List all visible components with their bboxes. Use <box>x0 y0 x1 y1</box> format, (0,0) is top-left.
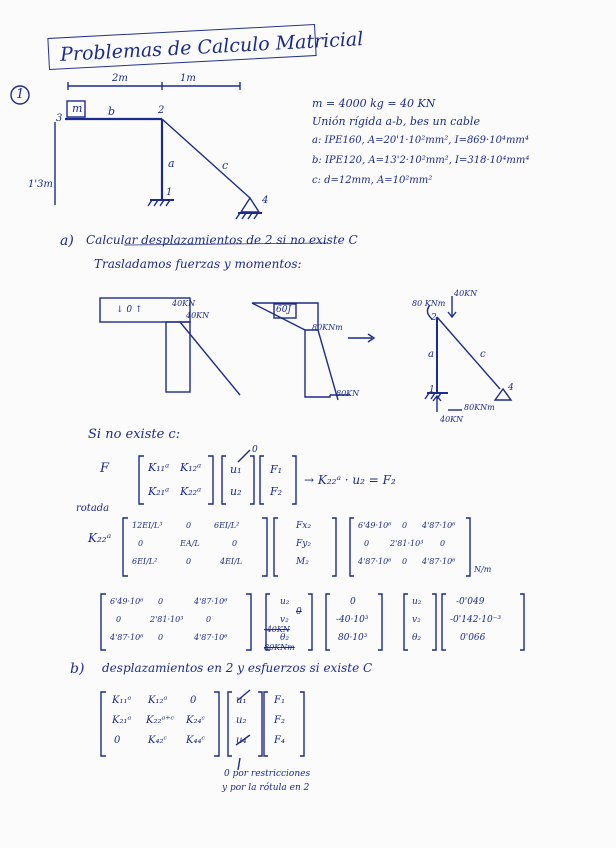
eq2-m-5: 0 <box>232 539 238 548</box>
dim-1m: 1m <box>180 73 196 84</box>
data-line-1: m = 4000 kg = 40 KN <box>312 97 436 110</box>
sketch-force-1: 40KN <box>172 299 196 308</box>
eq1-F1: F₁ <box>270 463 283 476</box>
eq4-m-7: K₄₂ᶜ <box>148 735 168 746</box>
eq3-m-7: 0 <box>158 633 164 642</box>
eq1-zero: 0 <box>252 445 258 455</box>
eq4-u-1: u₂ <box>236 715 247 726</box>
eq4-m-2: 0 <box>190 695 197 706</box>
eq2-vec-0: Fx₂ <box>296 521 311 531</box>
eq3-res-1: -0'142·10⁻³ <box>450 615 502 625</box>
part-a-label: a) <box>60 233 74 249</box>
eq4-m-8: K₄₄ᶜ <box>186 735 206 746</box>
bar-b-label: b <box>108 105 116 118</box>
eq4-m-4: K₂₂ᵃ⁺ᶜ <box>146 715 175 726</box>
eq1-k22: K₂₂ᵃ <box>180 485 202 498</box>
dim-height: 1'3m <box>28 179 53 190</box>
pin-support <box>241 198 259 212</box>
eq4-m-5: K₂₄ᶜ <box>186 715 206 726</box>
eq2-m-2: 6EI/L² <box>214 521 240 530</box>
eq3-F-0: 0 <box>350 597 356 607</box>
part-b-label: b) <box>70 661 85 677</box>
eq3-u-0: u₂ <box>280 597 290 607</box>
sketch3-node-4: 4 <box>508 383 514 393</box>
sketch-box-60: 60J <box>276 305 292 315</box>
eq2-r-7: 0 <box>402 557 408 566</box>
sketch3-bar-c-label: c <box>480 349 486 360</box>
data-line-2: Unión rígida a-b, bes un cable <box>312 115 480 128</box>
eq4-m-3: K₂₁ᵃ <box>112 715 132 726</box>
eq2-r-5: 0 <box>440 539 446 548</box>
eq4-F-0: F₁ <box>274 695 285 706</box>
sketch-reaction-2: 80KNm <box>464 403 495 412</box>
bar-a-label: a <box>168 157 175 170</box>
eq2-m-1: 0 <box>186 521 192 530</box>
si-no-existe-c: Si no existe c: <box>88 427 181 442</box>
eq2-r-6: 4'87·10⁶ <box>358 557 392 566</box>
eq2-r-2: 4'87·10⁶ <box>422 521 456 530</box>
eq1-k11: K₁₁ᵃ <box>148 461 170 474</box>
sketch3-bar-c <box>437 317 500 389</box>
eq3-res-0: -0'049 <box>456 597 485 607</box>
eq3-m-8: 4'87·10⁶ <box>194 633 228 642</box>
eq4-u-0: u₁ <box>236 695 247 706</box>
eq2-r-8: 4'87·10⁶ <box>422 557 456 566</box>
part-b-text: desplazamientos en 2 y esfuerzos si existe C <box>102 661 373 675</box>
sketch1-column <box>166 322 190 392</box>
node-4-label: 4 <box>262 195 269 206</box>
eq3-u-2: θ₂ <box>280 633 290 643</box>
eq3-u-1: v₂ <box>280 615 289 625</box>
sketch-force-3: 80KN <box>336 389 360 398</box>
eq4-note-2: y por la rótula en 2 <box>222 783 310 793</box>
sketch2-shape <box>252 303 330 397</box>
sketch-force-2: 40KN <box>186 311 210 320</box>
eq3-res-lhs-0: u₂ <box>412 597 422 607</box>
sketch3-node-2: 2 <box>431 313 437 323</box>
eq3-m-6: 4'87·10⁶ <box>110 633 144 642</box>
node-1-label: 1 <box>166 187 173 198</box>
sketch3-node-1: 1 <box>429 385 435 395</box>
eq1-u1: u₁ <box>230 463 242 476</box>
bar-c <box>162 119 250 198</box>
part-a-subtext: Trasladamos fuerzas y momentos: <box>94 257 302 271</box>
eq2-m-6: 6EI/L² <box>132 557 158 566</box>
eq1-k12: K₁₂ᵃ <box>180 461 202 474</box>
eq3-m-2: 4'87·10⁶ <box>194 597 228 606</box>
eq2-r-1: 0 <box>402 521 408 530</box>
eq2-m-7: 0 <box>186 557 192 566</box>
eq2-m-4: EA/L <box>180 539 200 548</box>
eq2-lhs: K₂₂ᵃ <box>88 531 112 545</box>
eq2-r-3: 0 <box>364 539 370 548</box>
rotada-label: rotada <box>76 503 110 514</box>
eq2-unit: N/m <box>474 565 492 574</box>
sketch-moment-1: ↓ 0 ↑ <box>116 305 143 315</box>
eq3-res-lhs-1: v₂ <box>412 615 421 625</box>
eq2-m-3: 0 <box>138 539 144 548</box>
eq3-m-3: 0 <box>116 615 122 624</box>
eq2-vec-2: M₂ <box>296 557 309 567</box>
eq1-result: → K₂₂ᵃ · u₂ = F₂ <box>304 473 396 487</box>
sketch3-bar-a-label: a <box>428 349 434 360</box>
eq3-struck-1: -40KN <box>264 625 290 634</box>
eq3-m-5: 0 <box>206 615 212 624</box>
problem-number: 1 <box>16 87 25 102</box>
eq4-m-6: 0 <box>114 735 121 746</box>
bar-c-label: c <box>222 159 229 172</box>
sketch-force-4: 40KN <box>454 289 478 298</box>
node-3-label: 3 <box>56 113 63 124</box>
data-line-4: b: IPE120, A=13'2·10²mm², I=318·10⁴mm⁴ <box>312 155 530 166</box>
eq3-m-0: 6'49·10⁶ <box>110 597 144 606</box>
sketch-reaction-1: 40KN <box>440 415 464 424</box>
data-line-3: a: IPE160, A=20'1·10²mm², I=869·10⁴mm⁴ <box>312 135 529 146</box>
eq1-F2: F₂ <box>270 485 283 498</box>
eq4-u-2: u₄ <box>236 735 247 746</box>
eq3-m-4: 2'81·10³ <box>150 615 184 624</box>
eq1-k21: K₂₁ᵃ <box>148 485 170 498</box>
eq3-res-lhs-2: θ₂ <box>412 633 422 643</box>
eq3-struck-2: 80KNm <box>264 643 295 652</box>
dim-2m: 2m <box>112 73 128 84</box>
eq4-F-2: F₄ <box>274 735 285 746</box>
eq2-vec-1: Fy₂ <box>296 539 311 549</box>
sketch-moment-2: 80KNm <box>312 323 343 332</box>
part-a-text: Calcular desplazamientos de 2 si no existe C <box>86 233 358 247</box>
eq3-F-2: 80·10³ <box>338 633 368 643</box>
eq4-m-0: K₁₁ᵃ <box>112 695 132 706</box>
eq2-r-4: 2'81·10³ <box>390 539 424 548</box>
node-2-label: 2 <box>158 105 165 116</box>
sketch-moment-3: 80 KNm <box>412 299 446 308</box>
eq2-m-0: 12EI/L³ <box>132 521 163 530</box>
eq1-u2: u₂ <box>230 485 242 498</box>
eq1-force-symbol: F <box>100 461 110 476</box>
eq3-struck-0: 0 <box>296 607 302 617</box>
eq3-F-1: -40·10³ <box>336 615 369 625</box>
eq3-m-1: 0 <box>158 597 164 606</box>
data-line-5: c: d=12mm, A=10²mm² <box>312 175 433 186</box>
page-title: Problemas de Calculo Matricial <box>59 28 364 66</box>
mass-label: m <box>72 102 83 115</box>
eq3-res-2: 0'066 <box>460 633 486 643</box>
eq2-m-8: 4EI/L <box>220 557 243 566</box>
eq2-r-0: 6'49·10⁶ <box>358 521 392 530</box>
eq4-F-1: F₂ <box>274 715 285 726</box>
eq4-note-1: 0 por restricciones <box>224 769 311 779</box>
eq4-m-1: K₁₂ᵃ <box>148 695 168 706</box>
